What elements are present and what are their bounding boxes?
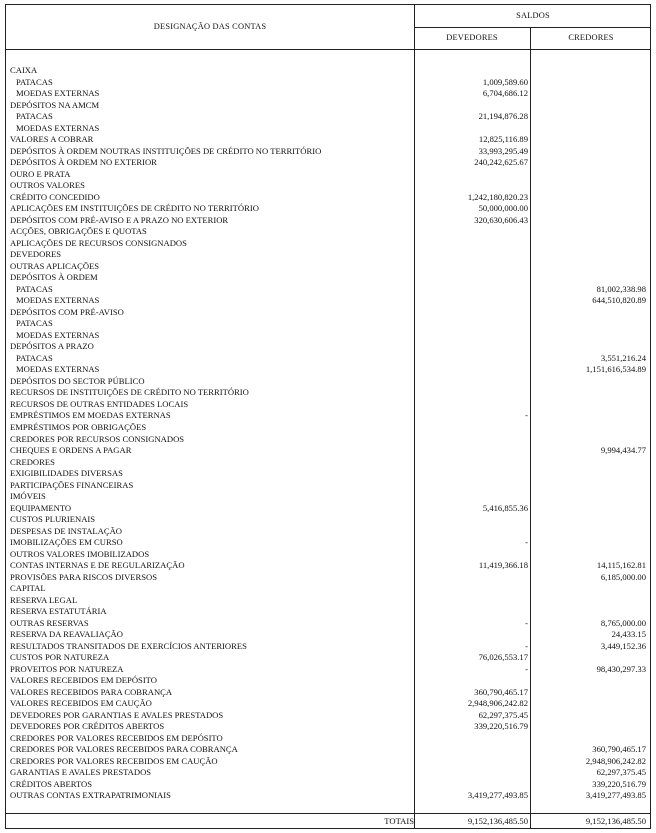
account-name: MOEDAS EXTERNAS <box>16 329 100 340</box>
table-row <box>6 215 650 227</box>
account-name: PATACAS <box>16 318 53 329</box>
table-row <box>6 652 650 664</box>
account-name: CREDORES POR VALORES RECEBIDOS EM DEPÓSITO <box>10 732 223 743</box>
devedores-value: - <box>525 537 528 548</box>
account-name: CUSTOS PLURIENAIS <box>10 514 96 525</box>
account-name: DEPÓSITOS COM PRÉ-AVISO E A PRAZO NO EXTERIOR <box>10 214 229 225</box>
account-name: PATACAS <box>16 111 53 122</box>
account-name: OUTROS VALORES <box>10 180 85 191</box>
account-name: DEVEDORES <box>10 249 62 260</box>
account-name: GARANTIAS E AVALES PRESTADOS <box>10 767 152 778</box>
account-name: VALORES A COBRAR <box>10 134 94 145</box>
account-name: EXIGIBILIDADES DIVERSAS <box>10 468 123 479</box>
credores-value: 6,185,000.00 <box>600 571 646 582</box>
account-name: CREDORES POR VALORES RECEBIDOS PARA COBRANÇA <box>10 744 238 755</box>
account-name: DEPÓSITOS À ORDEM NOUTRAS INSTITUIÇÕES DE CRÉDITO NO TERRITÓRIO <box>10 145 322 156</box>
account-name: PROVEITOS POR NATUREZA <box>10 663 124 674</box>
account-name: EMPRÉSTIMOS POR OBRIGAÇÕES <box>10 421 147 432</box>
table-row <box>6 687 650 699</box>
header-devedores: DEVEDORES <box>446 33 498 42</box>
account-name: ACÇÕES, OBRIGAÇÕES E QUOTAS <box>10 226 147 237</box>
devedores-value: - <box>525 640 528 651</box>
credores-value: 360,790,465.17 <box>592 744 646 755</box>
account-name: DEVEDORES POR GARANTIAS E AVALES PRESTADOS <box>10 709 224 720</box>
table-row <box>6 307 650 319</box>
account-name: MOEDAS EXTERNAS <box>16 295 100 306</box>
table-row <box>6 65 650 77</box>
devedores-value: 76,026,553.17 <box>478 652 528 663</box>
table-row <box>6 353 650 365</box>
table-row <box>6 111 650 123</box>
table-row <box>6 203 650 215</box>
credores-value: 8,765,000.00 <box>600 617 646 628</box>
devedores-value: 320,630,606.43 <box>474 214 528 225</box>
account-name: CHEQUES E ORDENS A PAGAR <box>10 445 132 456</box>
header-saldos: SALDOS <box>516 11 550 20</box>
table-row <box>6 767 650 779</box>
account-name: DEPÓSITOS NA AMCM <box>10 99 100 110</box>
table-row <box>6 399 650 411</box>
table-row <box>6 790 650 802</box>
table-row <box>6 376 650 388</box>
header-designation: DESIGNAÇÃO DAS CONTAS <box>153 22 267 31</box>
table-row <box>6 480 650 492</box>
credores-value: 9,994,434.77 <box>600 445 646 456</box>
account-name: MOEDAS EXTERNAS <box>16 122 100 133</box>
devedores-value: 1,009,589.60 <box>482 76 528 87</box>
table-row <box>6 88 650 100</box>
account-rows <box>6 65 650 802</box>
totals-devedores: 9,152,136,485.50 <box>467 816 528 826</box>
credores-value: 1,151,616,534.89 <box>585 364 646 375</box>
table-row <box>6 641 650 653</box>
table-row <box>6 364 650 376</box>
account-name: DEPÓSITOS À ORDEM NO EXTERIOR <box>10 157 157 168</box>
devedores-value: 21,194,876.28 <box>478 111 528 122</box>
account-name: PATACAS <box>16 352 53 363</box>
devedores-value: 5,416,855.36 <box>482 502 528 513</box>
header-bottom-rule <box>6 49 650 50</box>
credores-value: 81,002,338.98 <box>596 283 646 294</box>
account-name: DEPÓSITOS A PRAZO <box>10 341 94 352</box>
account-name: DEPÓSITOS DO SECTOR PÚBLICO <box>10 375 145 386</box>
table-row <box>6 733 650 745</box>
account-name: CONTAS INTERNAS E DE REGULARIZAÇÃO <box>10 560 185 571</box>
balance-sheet-table <box>5 4 651 829</box>
table-row <box>6 261 650 273</box>
devedores-value: 360,790,465.17 <box>474 686 528 697</box>
table-row <box>6 387 650 399</box>
table-row <box>6 606 650 618</box>
table-row <box>6 434 650 446</box>
table-row <box>6 618 650 630</box>
table-row <box>6 123 650 135</box>
table-row <box>6 295 650 307</box>
account-name: CAPITAL <box>10 583 46 594</box>
table-row <box>6 318 650 330</box>
devedores-value: 62,297,375.45 <box>478 709 528 720</box>
account-name: CREDORES POR RECURSOS CONSIGNADOS <box>10 433 185 444</box>
account-name: EMPRÉSTIMOS EM MOEDAS EXTERNAS <box>10 410 171 421</box>
devedores-value: - <box>525 663 528 674</box>
credores-value: 3,419,277,493.85 <box>585 790 646 801</box>
table-row <box>6 410 650 422</box>
account-name: PATACAS <box>16 283 53 294</box>
table-row <box>6 549 650 561</box>
account-name: MOEDAS EXTERNAS <box>16 364 100 375</box>
table-row <box>6 146 650 158</box>
table-row <box>6 226 650 238</box>
table-row <box>6 134 650 146</box>
account-name: CREDORES POR VALORES RECEBIDOS EM CAUÇÃO <box>10 755 218 766</box>
table-row <box>6 756 650 768</box>
devedores-value: 339,220,516.79 <box>474 721 528 732</box>
account-name: RESULTADOS TRANSITADOS DE EXERCÍCIOS ANTERIORES <box>10 640 247 651</box>
account-name: RECURSOS DE OUTRAS ENTIDADES LOCAIS <box>10 398 189 409</box>
account-name: PARTICIPAÇÕES FINANCEIRAS <box>10 479 134 490</box>
account-name: OUTRAS CONTAS EXTRAPATRIMONIAIS <box>10 790 171 801</box>
account-name: IMÓVEIS <box>10 491 46 502</box>
table-row <box>6 468 650 480</box>
devedores-value: - <box>525 410 528 421</box>
table-row <box>6 595 650 607</box>
account-name: RECURSOS DE INSTITUIÇÕES DE CRÉDITO NO TERRITÓRIO <box>10 387 249 398</box>
credores-value: 644,510,820.89 <box>592 295 646 306</box>
table-row <box>6 180 650 192</box>
table-row <box>6 572 650 584</box>
devedores-value: 11,419,366.18 <box>478 560 528 571</box>
credores-value: 62,297,375.45 <box>596 767 646 778</box>
table-row <box>6 503 650 515</box>
credores-value: 3,551,216.24 <box>600 352 646 363</box>
devedores-value: 50,000,000.00 <box>478 203 528 214</box>
totals-credores: 9,152,136,485.50 <box>585 816 646 826</box>
table-row <box>6 710 650 722</box>
table-row <box>6 330 650 342</box>
credores-value: 339,220,516.79 <box>592 778 646 789</box>
credores-value: 2,948,906,242.82 <box>585 755 646 766</box>
credores-value: 3,449,152.36 <box>600 640 646 651</box>
table-row <box>6 272 650 284</box>
table-row <box>6 341 650 353</box>
account-name: EQUIPAMENTO <box>10 502 72 513</box>
devedores-value: 240,242,625.67 <box>474 157 528 168</box>
account-name: CREDORES <box>10 456 55 467</box>
header-credores: CREDORES <box>568 33 614 42</box>
table-row <box>6 675 650 687</box>
devedores-value: 33,993,295.49 <box>478 145 528 156</box>
table-row <box>6 779 650 791</box>
account-name: DEVEDORES POR CRÉDITOS ABERTOS <box>10 721 165 732</box>
account-name: VALORES RECEBIDOS EM CAUÇÃO <box>10 698 152 709</box>
account-name: DEPÓSITOS À ORDEM <box>10 272 98 283</box>
table-row <box>6 100 650 112</box>
account-name: CRÉDITO CONCEDIDO <box>10 191 100 202</box>
account-name: CRÉDITOS ABERTOS <box>10 778 93 789</box>
account-name: RESERVA LEGAL <box>10 594 78 605</box>
account-name: RESERVA ESTATUTÁRIA <box>10 606 107 617</box>
account-name: PROVISÕES PARA RISCOS DIVERSOS <box>10 571 158 582</box>
table-row <box>6 422 650 434</box>
account-name: OUTROS VALORES IMOBILIZADOS <box>10 548 150 559</box>
devedores-value: 1,242,180,820.23 <box>467 191 528 202</box>
table-row <box>6 526 650 538</box>
account-name: PATACAS <box>16 76 53 87</box>
table-row <box>6 629 650 641</box>
table-row <box>6 192 650 204</box>
credores-value: 24,433.15 <box>611 629 646 640</box>
credores-value: 98,430,297.33 <box>596 663 646 674</box>
table-row <box>6 77 650 89</box>
account-name: IMOBILIZAÇÕES EM CURSO <box>10 537 123 548</box>
table-row <box>6 721 650 733</box>
account-name: CUSTOS POR NATUREZA <box>10 652 110 663</box>
devedores-value: 3,419,277,493.85 <box>467 790 528 801</box>
credores-value: 14,115,162.81 <box>596 560 646 571</box>
account-name: DEPÓSITOS COM PRÉ-AVISO <box>10 306 124 317</box>
account-name: APLICAÇÕES EM INSTITUIÇÕES DE CRÉDITO NO TERRITÓRIO <box>10 203 259 214</box>
account-name: APLICAÇÕES DE RECURSOS CONSIGNADOS <box>10 237 187 248</box>
totals-row <box>6 813 650 828</box>
devedores-value: - <box>525 617 528 628</box>
devedores-value: 12,825,116.89 <box>478 134 528 145</box>
table-row <box>6 238 650 250</box>
header-saldos-rule <box>414 27 650 28</box>
table-row <box>6 249 650 261</box>
table-row <box>6 744 650 756</box>
table-row <box>6 698 650 710</box>
devedores-value: 6,704,686.12 <box>482 88 528 99</box>
table-row <box>6 157 650 169</box>
table-row <box>6 169 650 181</box>
table-row <box>6 583 650 595</box>
table-row <box>6 457 650 469</box>
account-name: RESERVA DA REAVALIAÇÃO <box>10 629 123 640</box>
table-row <box>6 284 650 296</box>
totals-label: TOTAIS <box>384 816 414 826</box>
devedores-value: 2,948,906,242.82 <box>467 698 528 709</box>
account-name: DESPESAS DE INSTALAÇÃO <box>10 525 122 536</box>
table-row <box>6 560 650 572</box>
account-name: VALORES RECEBIDOS PARA COBRANÇA <box>10 686 173 697</box>
account-name: CAIXA <box>10 65 38 75</box>
table-row <box>6 537 650 549</box>
account-name: VALORES RECEBIDOS EM DEPÓSITO <box>10 675 157 686</box>
account-name: OURO E PRATA <box>10 168 71 179</box>
table-row <box>6 445 650 457</box>
account-name: OUTRAS APLICAÇÕES <box>10 260 100 271</box>
table-row <box>6 514 650 526</box>
account-name: OUTRAS RESERVAS <box>10 617 89 628</box>
table-row <box>6 664 650 676</box>
table-row <box>6 491 650 503</box>
account-name: MOEDAS EXTERNAS <box>16 88 100 99</box>
